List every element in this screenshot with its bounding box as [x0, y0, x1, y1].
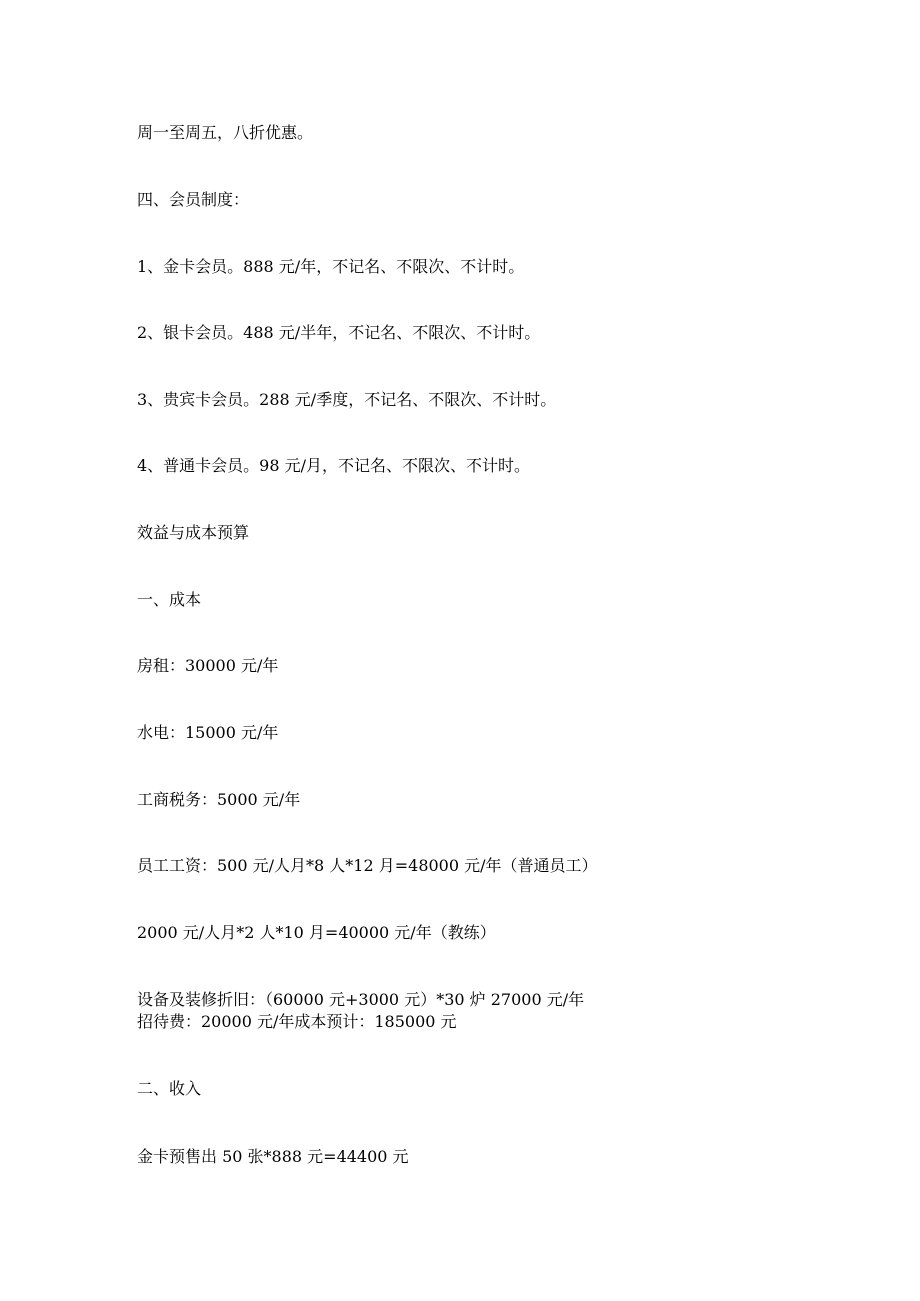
section-heading-cost: 一、成本 [137, 590, 202, 609]
section-heading-membership: 四、会员制度： [137, 190, 250, 209]
text-line-staff-wages: 员工工资：500 元/人月*8 人*12 月=48000 元/年（普通员工） [137, 856, 598, 875]
section-heading-budget: 效益与成本预算 [137, 523, 250, 542]
text-line-rent: 房租：30000 元/年 [137, 656, 279, 675]
text-line-regular-card: 4、普通卡会员。98 元/月，不记名、不限次、不计时。 [137, 456, 531, 475]
text-line-vip-card: 3、贵宾卡会员。288 元/季度，不记名、不限次、不计时。 [137, 390, 557, 409]
text-line-depreciation: 设备及装修折旧：（60000 元+3000 元）*30 炉 27000 元/年 [137, 990, 585, 1009]
text-line-coach-wages: 2000 元/人月*2 人*10 月=40000 元/年（教练） [137, 923, 496, 942]
section-heading-income: 二、收入 [137, 1079, 202, 1098]
text-line-discount: 周一至周五，八折优惠。 [137, 123, 314, 142]
text-line-gold-card: 1、金卡会员。888 元/年，不记名、不限次、不计时。 [137, 257, 525, 276]
text-line-utilities: 水电：15000 元/年 [137, 723, 279, 742]
text-line-gold-presale: 金卡预售出 50 张*888 元=44400 元 [137, 1147, 409, 1166]
text-line-tax: 工商税务：5000 元/年 [137, 790, 301, 809]
text-line-entertainment: 招待费：20000 元/年成本预计：185000 元 [137, 1012, 457, 1031]
text-line-silver-card: 2、银卡会员。488 元/半年，不记名、不限次、不计时。 [137, 323, 541, 342]
